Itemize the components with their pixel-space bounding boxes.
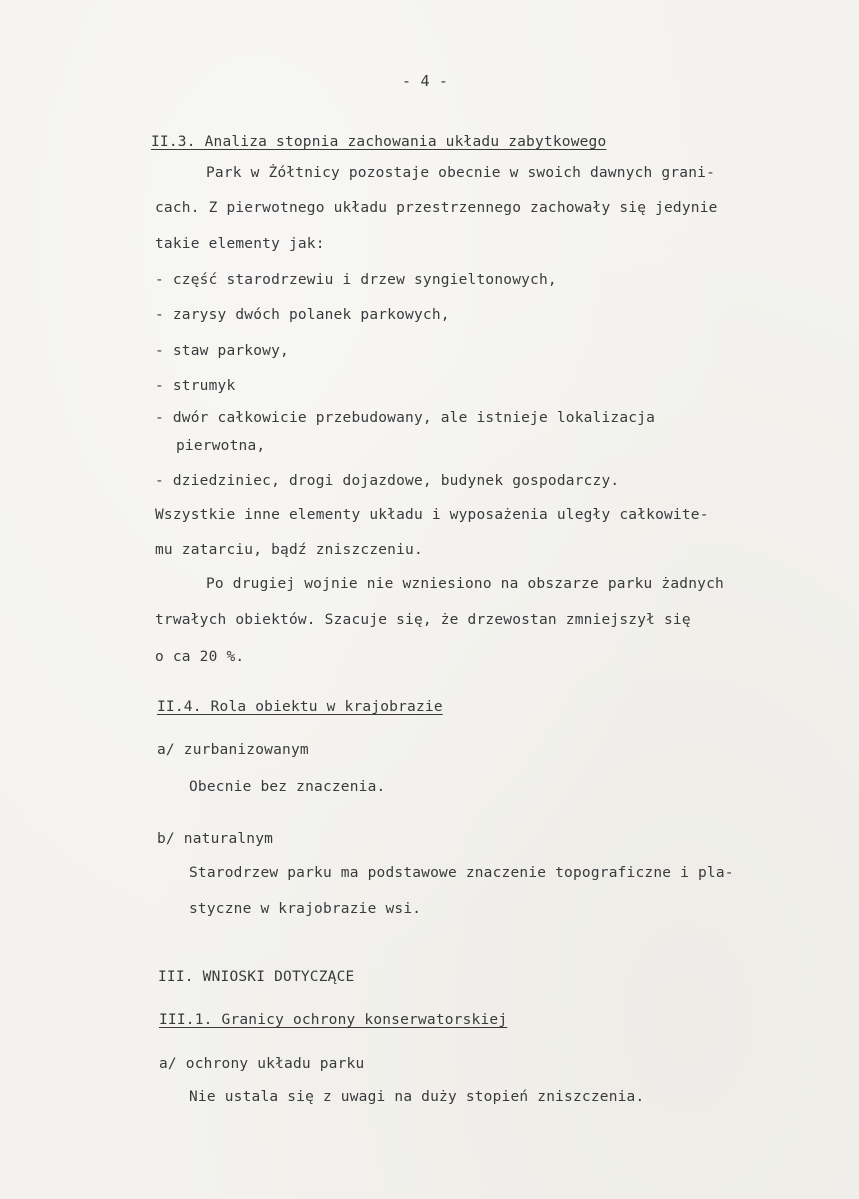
page-number: - 4 - xyxy=(402,72,449,90)
section-heading-2-4: II.4. Rola obiektu w krajobrazie xyxy=(157,699,443,715)
item-label: b/ naturalnym xyxy=(157,831,274,847)
paragraph-line: Park w Żółtnicy pozostaje obecnie w swoich dawnych grani- xyxy=(206,165,715,181)
list-item: - dziedziniec, drogi dojazdowe, budynek gospodarczy. xyxy=(155,473,620,489)
paragraph-line: mu zatarciu, bądź zniszczeniu. xyxy=(155,542,423,558)
item-text: Nie ustala się z uwagi na duży stopień zniszczenia. xyxy=(189,1089,645,1105)
item-label: a/ ochrony układu parku xyxy=(159,1056,365,1072)
section-heading-3: III. WNIOSKI DOTYCZĄCE xyxy=(158,969,355,985)
list-item: - dwór całkowicie przebudowany, ale istnieje lokalizacja xyxy=(155,410,656,426)
item-text: Starodrzew parku ma podstawowe znaczenie topograficzne i pla- xyxy=(189,865,734,881)
paragraph-line: Po drugiej wojnie nie wzniesiono na obszarze parku żadnych xyxy=(206,576,724,592)
paragraph-line: o ca 20 %. xyxy=(155,649,245,665)
item-text: styczne w krajobrazie wsi. xyxy=(189,901,422,917)
paragraph-line: cach. Z pierwotnego układu przestrzennego zachowały się jedynie xyxy=(155,200,718,216)
list-item: - staw parkowy, xyxy=(155,343,289,359)
paragraph-line: takie elementy jak: xyxy=(155,236,325,252)
item-label: a/ zurbanizowanym xyxy=(157,742,309,758)
paragraph-line: trwałych obiektów. Szacuje się, że drzewostan zmniejszył się xyxy=(155,612,691,628)
section-heading-3-1: III.1. Granicy ochrony konserwatorskiej xyxy=(159,1012,508,1028)
list-item: - strumyk xyxy=(155,378,236,394)
item-text: Obecnie bez znaczenia. xyxy=(189,779,386,795)
list-item: - zarysy dwóch polanek parkowych, xyxy=(155,307,450,323)
list-item: - część starodrzewiu i drzew syngieltonowych, xyxy=(155,272,557,288)
section-heading-2-3: II.3. Analiza stopnia zachowania układu zabytkowego xyxy=(151,134,607,150)
list-item-continuation: pierwotna, xyxy=(176,438,266,454)
paragraph-line: Wszystkie inne elementy układu i wyposażenia uległy całkowite- xyxy=(155,507,709,523)
